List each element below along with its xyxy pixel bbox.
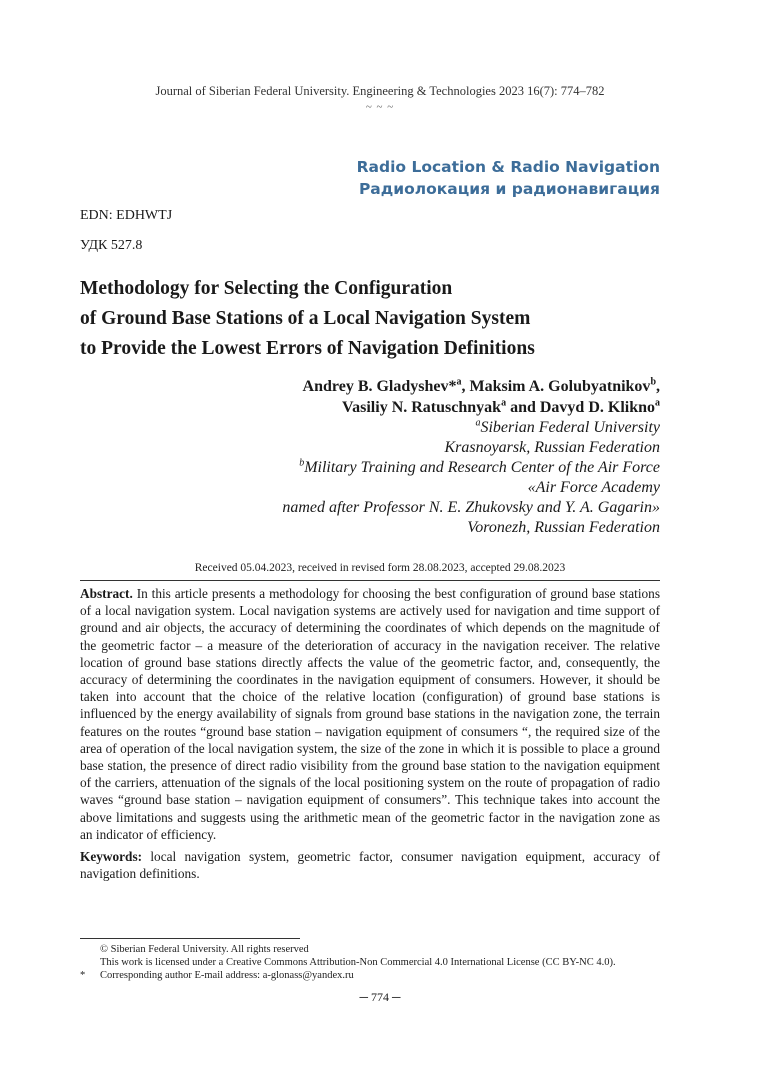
udk-code: УДК 527.8 [80,238,143,253]
affiliation-mark: b [299,457,305,469]
abstract-text: In this article presents a methodology for choosing the best configuration of ground base stations of a local navigation system. Local navigation systems are actively used for navigation and time support of ground and air objects, the accuracy of determining the coordinates of which depends on the magnitude of the geometric factor – a measure of the deterioration of accuracy in the navigation receiver. The relative location of ground base stations directly affects the value of the geometric factor, and, consequently, the accuracy of determining the coordinates in the navigation equipment of consumers. However, it should be taken into account that the choice of the relative location (configuration) of ground base stations is influenced by the energy availability of signals from ground base stations in the navigation zone, the terrain features on the routes “ground base station – navigation equipment of consumers “, the required size of the area of operation of the local navigation system, the size of the zone in which it is possible to place a ground base station, the presence of direct radio visibility from the ground base station to the navigation equipment of the carriers, attenuation of the signals of the local positioning system on the route of propagation of radio waves “ground base station – navigation equipment of consumers”. This technique takes into account the above limitations and suggests using the arithmetic mean of the geometric factor in the navigation zone as an indicator of efficiency. [80,586,660,842]
footnote-license [80,956,680,969]
paper-title [80,274,680,364]
footnote-copyright [80,943,680,956]
keywords-text: local navigation system, geometric factor, consumer navigation equipment, accuracy of navigation definitions. [80,849,660,882]
affiliation-line: Voronezh, Russian Federation [467,519,660,536]
author-name: Davyd D. Klikno [539,399,655,416]
affiliation-mark: a [475,417,481,429]
affiliation-mark: b [650,376,656,388]
author-separator: , [656,378,660,395]
author-line [100,397,660,418]
section-title-en: Radio Location & Radio Navigation [356,158,660,176]
affiliation-line [100,458,660,478]
journal-header: Journal of Siberian Federal University. Engineering & Technologies 2023 16(7): 774–782 [155,84,605,98]
header-divider: ~ ~ ~ [365,101,395,113]
title-line: Methodology for Selecting the Configuration [80,278,453,299]
affiliation-line [100,418,660,438]
keywords-label: Keywords: [80,849,143,864]
abstract-rule [80,580,660,581]
author-list [100,376,660,418]
author-name: Vasiliy N. Ratuschnyak [342,399,502,416]
affiliation-mark: a [456,376,462,388]
title-line: of Ground Base Stations of a Local Navigation System [80,308,531,329]
affiliations [100,418,660,538]
abstract-label: Abstract. [80,586,133,601]
affiliation-text: Military Training and Research Center of the Air Force [304,459,660,476]
footnote-text: This work is licensed under a Creative Commons Attribution-Non Commercial 4.0 International License (CC BY-NC 4.0). [100,957,616,968]
affiliation-line: named after Professor N. E. Zhukovsky and Y. A. Gagarin» [282,499,660,516]
affiliation-line: «Air Force Academy [527,479,660,496]
author-separator: , [461,378,470,395]
author-name: Maksim A. Golubyatnikov [469,378,651,395]
footnote-rule [80,938,300,939]
author-name: Andrey B. Gladyshev* [302,378,457,395]
section-title-ru: Радиолокация и радионавигация [358,180,660,198]
author-separator: and [506,399,540,416]
affiliation-line: Krasnoyarsk, Russian Federation [444,439,660,456]
author-line [100,376,660,397]
affiliation-mark: a [501,397,507,409]
footnote-corresponding [80,969,680,982]
title-line: to Provide the Lowest Errors of Navigation Definitions [80,338,535,359]
footnote-text: © Siberian Federal University. All rights reserved [100,944,309,955]
footnote-mark: * [80,970,86,981]
affiliation-text: Siberian Federal University [480,419,660,436]
footnote-text: Corresponding author E-mail address: a-glonass@yandex.ru [100,970,354,981]
affiliation-mark: a [655,397,660,409]
edn-code: EDN: EDHWTJ [80,208,173,223]
keywords [80,848,660,882]
abstract [80,585,660,843]
page-number: ─ 774 ─ [359,990,401,1004]
received-dates: Received 05.04.2023, received in revised form 28.08.2023, accepted 29.08.2023 [194,562,566,574]
